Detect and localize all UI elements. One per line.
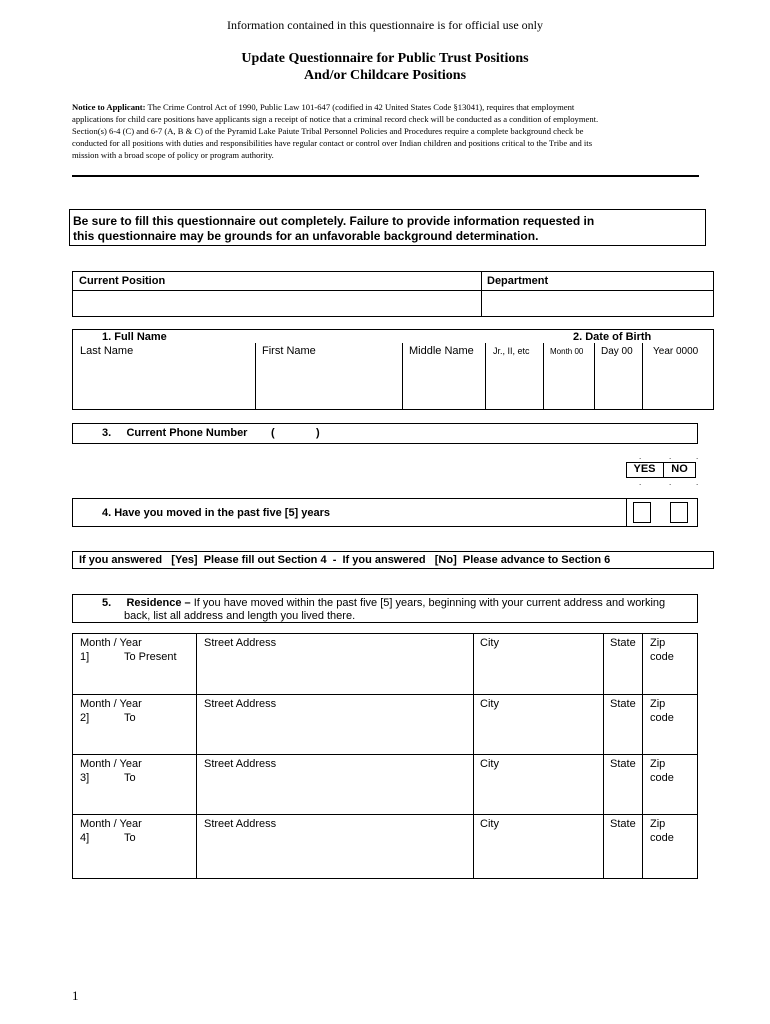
moved-row-vline <box>626 498 627 527</box>
notice-paragraph <box>72 101 712 161</box>
current-position-field[interactable] <box>74 292 479 315</box>
moved-no-checkbox[interactable] <box>670 502 688 523</box>
suffix-label: Jr., II, etc <box>493 346 530 356</box>
residence-text-1: If you have moved within the past five [5] years, beginning with your current address and working <box>190 597 666 609</box>
phone-label: 3. Current Phone Number <box>102 427 248 439</box>
row1-to: To Present <box>124 651 177 663</box>
address-row-divider <box>72 694 698 695</box>
suffix-field[interactable] <box>487 360 541 408</box>
row2-month-year: Month / Year <box>80 698 142 710</box>
row2-street-field[interactable] <box>198 726 471 752</box>
tick-mark: . <box>669 478 672 487</box>
tick-mark: . <box>696 452 699 461</box>
current-position-label: Current Position <box>79 275 166 287</box>
dob-year-label: Year 0000 <box>653 346 699 357</box>
moved-question-label: 4. Have you moved in the past five [5] years <box>102 507 331 519</box>
address-row-divider <box>72 814 698 815</box>
first-name-label: First Name <box>262 345 316 357</box>
name-vline-6 <box>642 343 643 410</box>
official-use-note: Information contained in this questionnaire is for official use only <box>226 18 544 32</box>
residence-text-2: back, list all address and length you lived there. <box>124 610 356 622</box>
dob-year-field[interactable] <box>644 360 712 408</box>
notice-line-5: mission with a broad scope of policy or program authority. <box>72 150 274 161</box>
row4-month-year: Month / Year <box>80 818 142 830</box>
yes-label: YES <box>633 463 656 475</box>
row2-to: To <box>124 712 136 724</box>
address-col-divider <box>603 633 604 879</box>
name-vline-4 <box>543 343 544 410</box>
middle-name-field[interactable] <box>404 360 483 408</box>
row2-street-label: Street Address <box>204 698 277 710</box>
name-vline-2 <box>402 343 403 410</box>
row4-zip-code-label: code <box>650 832 674 844</box>
no-label: NO <box>671 463 688 475</box>
middle-name-label: Middle Name <box>409 345 474 357</box>
phone-area-open: ( <box>271 427 275 439</box>
row4-zip-label: Zip <box>650 818 666 830</box>
row4-state-label: State <box>610 818 636 830</box>
dob-month-label: Month 00 <box>550 347 584 356</box>
warning-line-2: this questionnaire may be grounds for an unfavorable background determination. <box>73 229 539 243</box>
row2-city-field[interactable] <box>475 726 601 752</box>
residence-heading <box>102 597 665 610</box>
residence-label: Residence – <box>126 597 191 609</box>
department-field[interactable] <box>483 292 712 315</box>
name-vline-5 <box>594 343 595 410</box>
page-number: 1 <box>72 988 79 1003</box>
dob-month-field[interactable] <box>545 360 592 408</box>
notice-line-3: Section(s) 6-4 (C) and 6-7 (A, B & C) of the Pyramid Lake Paiute Tribal Personnel Policies and Procedures require a complete background check be <box>72 126 584 137</box>
row3-to: To <box>124 772 136 784</box>
full-name-heading: 1. Full Name <box>102 331 167 343</box>
row2-zip-code-label: code <box>650 712 674 724</box>
notice-label: Notice to Applicant: <box>72 102 146 112</box>
last-name-label: Last Name <box>80 345 134 357</box>
row2-city-label: City <box>480 698 499 710</box>
row1-zip-code-label: code <box>650 651 674 663</box>
title-line-1: Update Questionnaire for Public Trust Positions <box>241 51 529 66</box>
dob-day-label: Day 00 <box>601 346 633 357</box>
dob-heading: 2. Date of Birth <box>573 331 652 343</box>
phone-area-code-field[interactable] <box>278 425 314 442</box>
row1-state-label: State <box>610 637 636 649</box>
notice-line-2: applications for child care positions have applicants sign a receipt of notice that a criminal record check will be conducted as a condition of employment. <box>72 114 599 125</box>
row3-street-field[interactable] <box>198 786 471 812</box>
row1-index: 1] <box>80 651 90 663</box>
row3-street-label: Street Address <box>204 758 277 770</box>
tick-mark: . <box>669 452 672 461</box>
row3-month-year: Month / Year <box>80 758 142 770</box>
row4-street-field[interactable] <box>198 846 471 877</box>
row4-street-label: Street Address <box>204 818 277 830</box>
title-line-2: And/or Childcare Positions <box>303 68 467 83</box>
residence-number: 5. <box>102 597 112 609</box>
row3-city-field[interactable] <box>475 786 601 812</box>
row3-state-label: State <box>610 758 636 770</box>
warning-line-1: Be sure to fill this questionnaire out completely. Failure to provide information requested in <box>73 214 595 228</box>
row1-street-field[interactable] <box>198 665 471 692</box>
row4-index: 4] <box>80 832 90 844</box>
phone-number-field[interactable] <box>324 425 694 442</box>
notice-line-1: The Crime Control Act of 1990, Public Law 101-647 (codified in 42 United States Code §13041), requires that employment <box>145 102 575 112</box>
name-vline-1 <box>255 343 256 410</box>
department-label: Department <box>487 275 549 287</box>
section-instruction: If you answered [Yes] Please fill out Section 4 - If you answered [No] Please advance to Section 6 <box>72 551 714 569</box>
row2-state-label: State <box>610 698 636 710</box>
warning-box <box>69 209 706 246</box>
address-row-divider <box>72 754 698 755</box>
last-name-field[interactable] <box>74 360 253 408</box>
row3-zip-code-label: code <box>650 772 674 784</box>
position-table-vline <box>481 271 482 317</box>
row1-zip-label: Zip <box>650 637 666 649</box>
row4-to: To <box>124 832 136 844</box>
name-vline-3 <box>485 343 486 410</box>
tick-mark: . <box>639 478 642 487</box>
position-table-divider <box>72 290 714 291</box>
row4-city-field[interactable] <box>475 846 601 877</box>
first-name-field[interactable] <box>257 360 400 408</box>
row1-city-label: City <box>480 637 499 649</box>
row3-city-label: City <box>480 758 499 770</box>
address-col-divider <box>473 633 474 879</box>
row1-city-field[interactable] <box>475 665 601 692</box>
address-col-divider <box>642 633 643 879</box>
row1-month-year: Month / Year <box>80 637 142 649</box>
row1-street-label: Street Address <box>204 637 277 649</box>
tick-mark: . <box>696 478 699 487</box>
dob-day-field[interactable] <box>596 360 640 408</box>
row2-index: 2] <box>80 712 90 724</box>
row3-index: 3] <box>80 772 90 784</box>
moved-yes-checkbox[interactable] <box>633 502 651 523</box>
tick-mark: . <box>639 452 642 461</box>
notice-divider <box>72 175 699 177</box>
address-col-divider <box>196 633 197 879</box>
row2-zip-label: Zip <box>650 698 666 710</box>
row3-zip-label: Zip <box>650 758 666 770</box>
phone-area-close: ) <box>316 427 320 439</box>
notice-line-4: conducted for all positions with duties and responsibilities have regular contact or control over Indian children and positions critical to the Tribe and its <box>72 138 593 149</box>
row4-city-label: City <box>480 818 499 830</box>
